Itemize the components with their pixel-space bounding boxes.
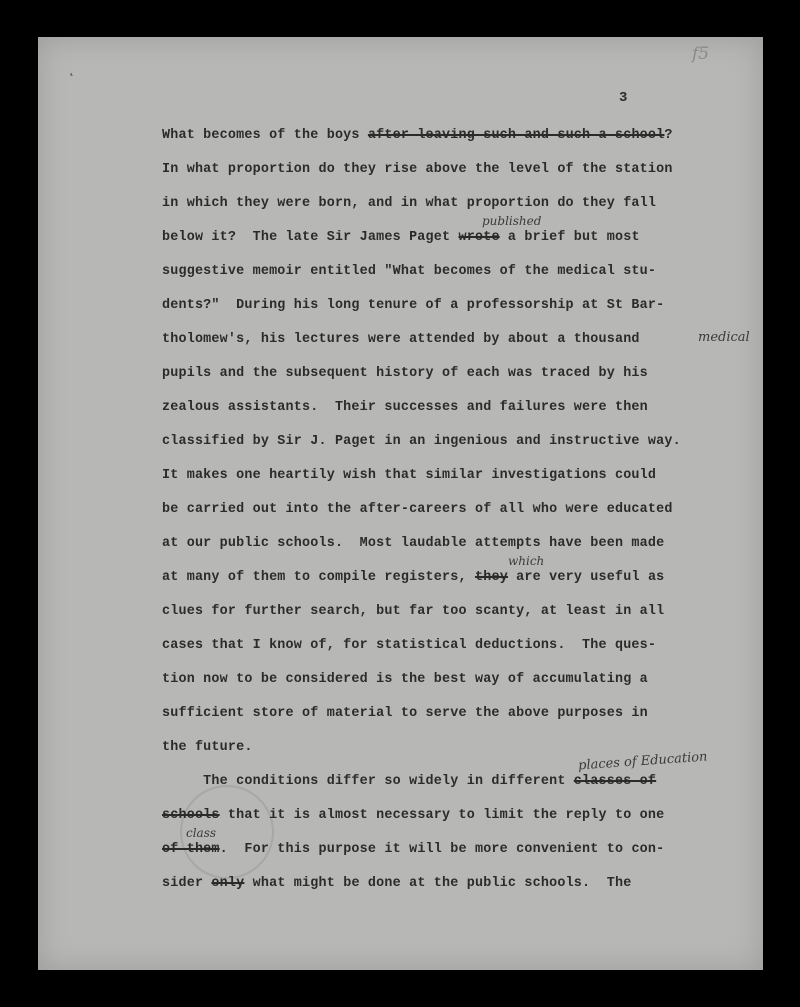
handwritten-insertion: medical — [698, 330, 750, 345]
text-line-13: at our public schools. Most laudable attempts have been made — [162, 536, 665, 551]
text-line-21: schools that it is almost necessary to limit the reply to one — [162, 808, 665, 823]
text-line-10: classified by Sir J. Paget in an ingenious and instructive way. — [162, 434, 681, 449]
page-number: 3 — [619, 90, 628, 106]
text-line-14: at many of them to compile registers, they are very useful as — [162, 570, 665, 585]
text-line-20: The conditions differ so widely in different classes of — [162, 774, 657, 789]
struck-text: only — [211, 876, 245, 891]
text-line-6: dents?" During his long tenure of a professorship at St Bar- — [162, 298, 665, 313]
struck-text: after leaving such and such a school — [367, 128, 665, 143]
text-line-1: What becomes of the boys after leaving such and such a school? — [162, 128, 673, 143]
folio-mark: f5 — [692, 44, 710, 64]
handwritten-insertion: places of Education — [577, 749, 708, 774]
handwritten-insertion: published — [482, 214, 542, 228]
text-line-18: sufficient store of material to serve the above purposes in — [162, 706, 648, 721]
text-line-4: below it? The late Sir James Paget wrote a brief but most — [162, 230, 640, 245]
struck-text: they — [474, 570, 508, 585]
text-line-19: the future. — [162, 740, 253, 755]
text-line-22: of them. For this purpose it will be more convenient to con- — [162, 842, 665, 857]
struck-text: schools — [162, 808, 220, 823]
text-line-7: tholomew's, his lectures were attended by about a thousand — [162, 332, 640, 347]
text-line-23: sider only what might be done at the public schools. The — [162, 876, 632, 891]
text-line-3: in which they were born, and in what proportion do they fall — [162, 196, 657, 211]
text-line-2: In what proportion do they rise above the level of the station — [162, 162, 673, 177]
struck-text: of them — [162, 842, 220, 857]
text-line-9: zealous assistants. Their successes and failures were then — [162, 400, 648, 415]
text-line-5: suggestive memoir entitled "What becomes of the medical stu- — [162, 264, 657, 279]
text-line-16: cases that I know of, for statistical deductions. The ques- — [162, 638, 657, 653]
text-line-17: tion now to be considered is the best way of accumulating a — [162, 672, 648, 687]
struck-text: classes of — [573, 774, 657, 789]
handwritten-insertion: which — [508, 554, 545, 568]
handwritten-insertion: class — [186, 826, 217, 840]
text-line-11: It makes one heartily wish that similar investigations could — [162, 468, 657, 483]
text-line-15: clues for further search, but far too scanty, at least in all — [162, 604, 665, 619]
struck-text: wrote — [458, 230, 500, 245]
margin-mark: ˛ — [70, 62, 74, 76]
text-line-8: pupils and the subsequent history of each was traced by his — [162, 366, 648, 381]
text-line-12: be carried out into the after-careers of all who were educated — [162, 502, 673, 517]
